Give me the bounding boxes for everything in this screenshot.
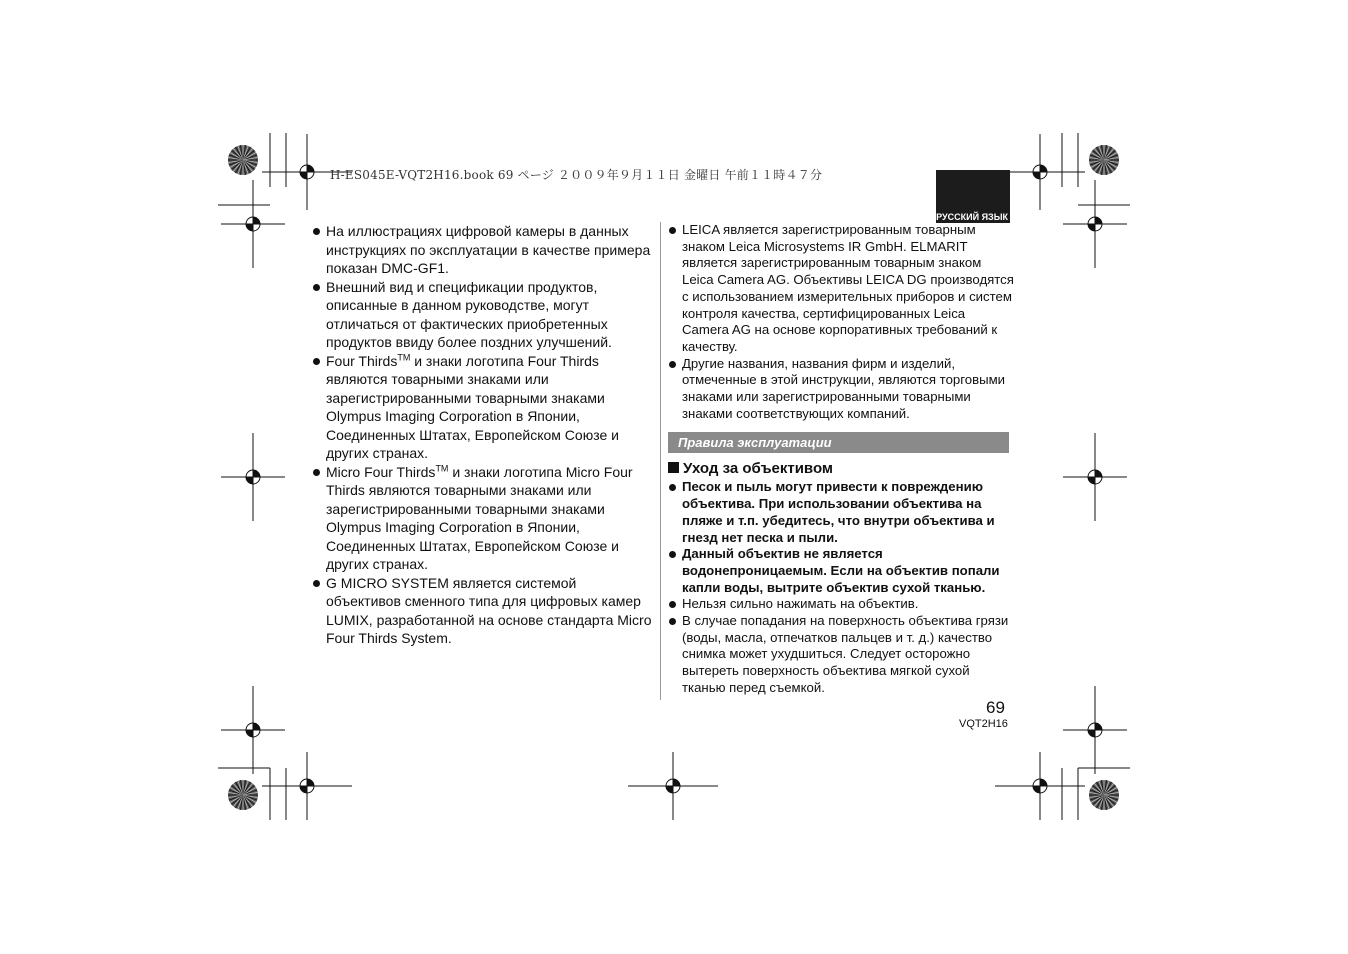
micro-four-thirds-name: Micro Four Thirds (326, 463, 436, 480)
subheading-text: Уход за объективом (683, 460, 834, 478)
bullet-micro-four-thirds-trademark (312, 463, 654, 574)
crosshair-fill (1095, 217, 1102, 224)
crosshair-fill (1033, 172, 1040, 179)
bullet-leica-trademark: LEICA является зарегистрированным товарным знаком Leica Microsystems IR GmbH. ELMARIT является зарегистрированным товарным знаком Leica Camera AG. Объективы LEICA DG производятся с использованием измерительных приборов и систем контроля качества, сертифицированных Leica Camera AG на основе корпоративных требований к качеству. (668, 222, 1014, 356)
crosshair-fill (1088, 477, 1095, 484)
four-thirds-name: Four Thirds (326, 352, 398, 369)
language-tab-label: РУССКИЙ ЯЗЫК (936, 212, 1008, 222)
model-code: VQT2H16 (959, 718, 1008, 730)
crosshair-fill (253, 470, 260, 477)
crosshair-fill (666, 786, 673, 793)
column-divider (660, 222, 661, 700)
crosshair-fill (1033, 786, 1040, 793)
crosshair-fill (253, 217, 260, 224)
bullet-appearance-note: Внешний вид и спецификации продуктов, описанные в данном руководстве, могут отличаться от фактических приобретенных продуктов ввиду более поздних улучшений. (312, 278, 654, 352)
crosshair-fill (673, 779, 680, 786)
four-thirds-tm: TM (397, 351, 411, 362)
crosshair-fill (1040, 779, 1047, 786)
language-tab (936, 170, 1010, 223)
micro-four-thirds-text: и знаки логотипа Micro Four Thirds являются товарными знаками или зарегистрированными товарными знаками Olympus Imaging Corporation в Японии, Соединенных Штатах, Европейском Союзе и других странах. (326, 463, 633, 572)
crosshair-fill (1088, 730, 1095, 737)
right-column (668, 222, 1014, 697)
bullet-sand-dust: Песок и пыль могут привести к повреждению объектива. При использовании объектива на пляже и т.п. убедитесь, что внутри объектива и гнезд нет песка и пыли. (668, 479, 1014, 546)
bullet-dirty-surface: В случае попадания на поверхность объектива грязи (воды, масла, отпечатков пальцев и т. д.) качество снимка может ухудшиться. Следует осторожно вытереть поверхность объектива мягкой сухой тканью перед съемкой. (668, 613, 1014, 697)
bullet-other-trademarks: Другие названия, названия фирм и изделий, отмеченные в этой инструкции, являются торговыми знаками или зарегистрированными товарными знаками соответствующих компаний. (668, 356, 1014, 423)
left-column (312, 222, 654, 648)
four-thirds-text: и знаки логотипа Four Thirds являются товарными знаками или зарегистрированными товарными знаками Olympus Imaging Corporation в Японии, Соединенных Штатах, Европейском Союзе и других странах. (326, 352, 619, 461)
crosshair-fill (307, 779, 314, 786)
bullet-four-thirds-trademark (312, 352, 654, 463)
subheading-lens-care (668, 459, 1014, 478)
crosshair-fill (1095, 723, 1102, 730)
crosshair-fill (253, 723, 260, 730)
crosshair-fill (307, 165, 314, 172)
crosshair-fill (300, 172, 307, 179)
crosshair-fill (246, 730, 253, 737)
crosshair-fill (1088, 224, 1095, 231)
crosshair-fill (1040, 165, 1047, 172)
micro-four-thirds-tm: TM (435, 462, 449, 473)
crosshair-fill (1095, 470, 1102, 477)
section-title-bar: Правила эксплуатации (668, 432, 1009, 453)
file-header-line: H-ES045E-VQT2H16.book 69 ページ ２００９年９月１１日 金曜日 午前１１時４７分 (330, 168, 823, 182)
crosshair-fill (246, 224, 253, 231)
bullet-do-not-press: Нельзя сильно нажимать на объектив. (668, 596, 1014, 613)
square-bullet-icon (668, 462, 679, 473)
bullet-g-micro-system: G MICRO SYSTEM является системой объективов сменного типа для цифровых камер LUMIX, разработанной на основе стандарта Micro Four Thirds System. (312, 574, 654, 648)
bullet-not-waterproof: Данный объектив не является водонепроницаемым. Если на объектив попали капли воды, вытрите объектив сухой тканью. (668, 546, 1014, 596)
bullet-illustration-note: На иллюстрациях цифровой камеры в данных инструкциях по эксплуатации в качестве примера показан DMC-GF1. (312, 222, 654, 278)
crosshair-fill (300, 786, 307, 793)
page-number: 69 (986, 698, 1005, 717)
crosshair-fill (246, 477, 253, 484)
